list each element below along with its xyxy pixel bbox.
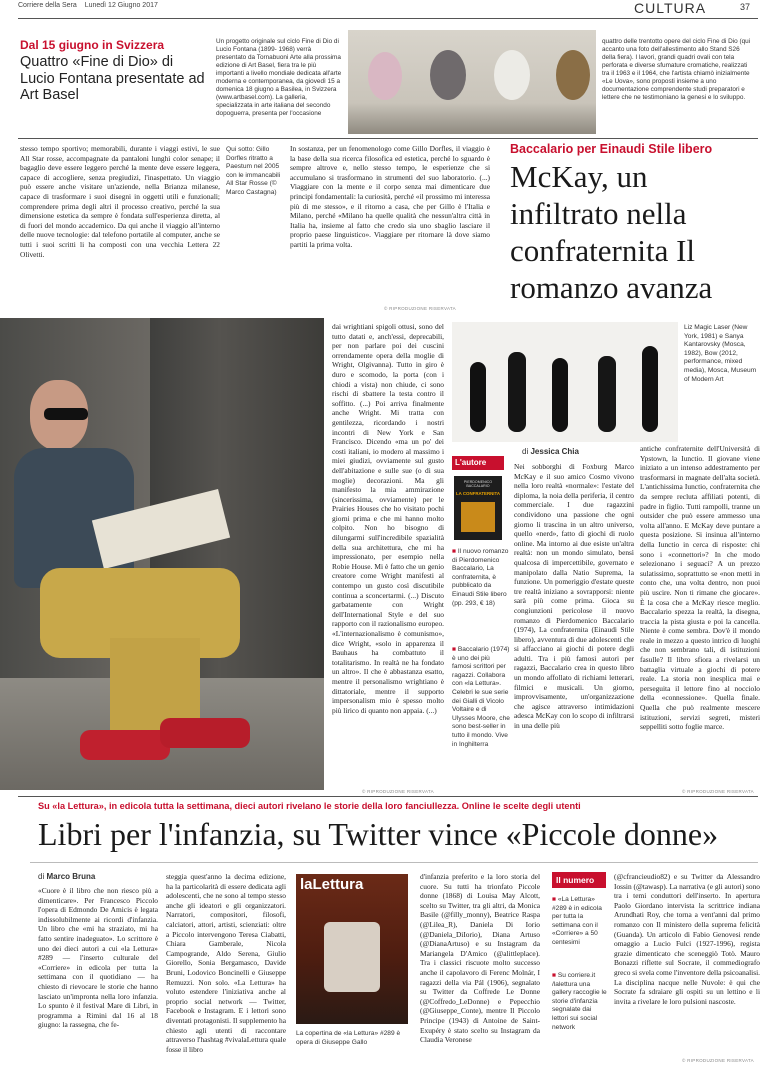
magazine-caption: La copertina de «la Lettura» #289 è opera di Giuseppe Gallo [296,1030,401,1046]
magazine-art [324,922,380,992]
performer-4 [598,356,616,432]
sunglasses [44,408,88,420]
lettura-text-1: «Cuore è il libro che non riesco più a dimenticare». Per Francesco Piccolo l'opera di Edmondo De Amicis è legata indissolubilmente ai ricordi d'infanzia. Un libro che «mi ha straziato, mi ha fatto sentire inadeguato». Lo scrittore è uno dei dieci autori a cui «la Lettura» #289 — l'inserto culturale del «Corriere» in edicola per tutta la settimana con il quotidiano — ha chiesto di rievocare le storie che hanno lasciato un'impronta nella loro infanzia. Lo spunto è il festival Mare di Libri, in programma a Rimini dal 16 al 18 giugno: la rassegna, che fe- [38,886,158,1030]
magazine-cover [296,874,408,1024]
lettura-byline [38,872,95,881]
feature-copyright-2: © RIPRODUZIONE RISERVATA [362,789,434,794]
lettura-text-4: (@cfrancieudio82) e su Twitter da Alessandro Iossin (@tawasp). La narrativa (e gli autori) sono tra i temi conduttori dell'inserto. In apertura Paolo Giordano intervista la scrittrice indiana Arundhati Roy, che torna a vent'anni dal primo romanzo con Il ministero della suprema felicità (Guanda). Un articolo di Fabio Genovesi rende omaggio a Lucio Fulci (1927-1996), regista grazie dimenticato che sceneggiò Totò. Mauro Bonazzi riflette sul Socrate, il commediografo greco si svela come l'inventore della psicoanalisi. La disciplina nacque nelle Nuvole: è qui che Socrate fa sdraiare gli ospiti su un lettino e li invita a rivelare le loro pulsioni nascoste. [614,872,760,1006]
performer-1 [470,362,486,432]
lettura-text-3: d'infanzia preferito e la loro storia del cuore. Su tutti ha trionfato Piccole donne (1868) di Louisa May Alcott, scelto su Twitter, tra gli altri, da Monica Basile (@filly_monny), Beatrice Raspa (@Lilea_R), Daniela Di Iorio (@Daniela_DiIorio), Diana Artuso (@DianaArtuso) e su Instagram da Mariangela D'Amico (@alittleplace). Tra i classici riscuote molto successo anche il capolavoro di Ferenc Molnár, I ragazzi della via Pál (1906), segnalato su Twitter da Coffrede Le Donne (@Coffredo_LeDonne) e Pepecchio (@Giuseppe_Conte), mentre Il Piccolo Principe (1943) di Antoine de Saint-Exupéry è stato scelto su Instagram da Claudia Veronese [420,872,540,1045]
section-label: CULTURA [634,0,707,16]
page-number: 37 [740,2,751,12]
performer-3 [552,358,568,432]
lettura-author: Marco Bruna [46,872,96,881]
mckay-kicker: Baccalario per Einaudi Stile libero [510,142,713,156]
mckay-text-1: Nei sobborghi di Foxburg Marco McKay e il suo amico Cosmo vivono nella loro realtà «normale»: l'estate del diploma, la noia della periferia, il centro commerciale. I due ragazzini condividono una passione che ogni giorno li trascina in un altro universo, quello «nerd», fatto di giochi di ruolo online. Ma intorno ai due esiste un'altra realtà: non un mondo simulato, bensì qualcosa di impercettibile, governato e manipolato dalla Natio Suprema, la funzione. Un pomeriggio d'estate queste tre realtà iniziano a sovrapporsi: niente sarà più come prima. Gioca su congiunzioni pericolose il nuovo romanzo di Pierdomenico Baccalario (1974), La confraternita (Einaudi Stile libero), avventura di due adolescenti che si affacciano ai giochi di potere degli adulti. Tra i più famosi autori per ragazzi, Baccalario crea in questo libro un mondo affollato di richiami letterari, filmici e musicali. Un giorno, improvvisamente, un'organizzazione che agisce attraverso intimidazioni adesca McKay con lo scopo di infiltrarsi in una delle più [514,462,634,731]
red-sneaker-2 [160,718,250,748]
magazine-logo: laLettura [300,876,364,893]
book-note: ■ Il nuovo romanzo di Pierdomenico Baccalario, La confraternita, è pubblicato da Einaudi Stile libero (pp. 293, € 18) [452,548,509,607]
oval-painting-1 [368,52,402,100]
header-date: Lunedì 12 Giugno 2017 [84,2,158,9]
fontana-kicker: Dal 15 giugno in Svizzera [20,38,165,52]
fontana-rule [18,138,758,139]
mckay-copyright: © RIPRODUZIONE RISERVATA [682,789,754,794]
fontana-text-2: quattro delle trentotto opere del ciclo Fine di Dio (qui accanto una foto dell'allestimento allo Stand S26 della fiera). I lavori, grandi quadri ovali con tela perforata e diverse sfumature cromatiche, realizzati tra il 1963 e il 1964, che l'artista chiamò inizialmente «Le Uova», sono proposti insieme a uno documentazione comprendente studi preparatori e lettere che ne testimoniano la genesi e lo sviluppo. [602,38,751,101]
numero-note-2: ■ Su corriere.it /lalettura una gallery raccoglie le storie d'infanzia segnalate dai lettori sui social network [552,972,607,1031]
mckay-author: Jessica Chia [530,447,579,456]
lettura-headline-rule [30,862,758,863]
fontana-text-1: Un progetto originale sul ciclo Fine di Dio di Lucio Fontana (1899- 1968) verrà presentato da Tornabuoni Arte alla prossima edizione di Art Basel, fiera tra le più importanti a livello mondiale dedicata all'arte moderna e contemporanea, da giovedì 15 a domenica 18 giugno a Basilea, in Svizzera (www.artbasel.com). La galleria, specializzata in arte italiana del secondo dopoguerra, presenta per l'occasione [216,38,342,117]
author-note: ■ Baccalario (1974) è uno dei più famosi scrittori per ragazzi. Collabora con «la Lettura». Celebri le sue serie dei Gialli di Vicolo Voltaire e di Ulysses Moore, che sono best-seller in tutto il mondo. Vive in Inghilterra [452,646,510,748]
artwork-photo [452,322,678,442]
book-cover [454,476,502,540]
performer-2 [508,352,526,432]
lettura-copyright: © RIPRODUZIONE RISERVATA [682,1058,754,1063]
numero-box-label: Il numero [552,872,606,888]
lettura-headline: Libri per l'infanzia, su Twitter vince «Piccole donne» [38,816,719,852]
numero-note-1: ■ «La Lettura» #289 è in edicola per tutta la settimana con il «Corriere» a 50 centesimi [552,896,602,946]
header-rule [18,18,758,19]
lettura-byline-prefix: di [38,872,45,881]
red-sneaker-1 [80,730,170,760]
fontana-headline: Quattro «Fine di Dio» di Lucio Fontana presentate ad Art Basel [20,54,205,103]
feature-copyright: © RIPRODUZIONE RISERVATA [384,306,456,311]
portrait-photo [0,318,324,790]
feature-caption: Qui sotto: Gillo Dorfles ritratto a Paestum nel 2005 con le immancabili All Star Rosse (© Marco Castagna) [226,146,281,196]
lettura-rule [18,796,758,797]
book-cover-art [461,502,495,532]
oval-painting-4 [556,50,590,100]
book-cover-title: LA CONFRATERNITA [455,491,501,496]
mckay-text-2: antiche confraternite dell'Università di Ypstown, la Iunctio. Il giovane viene iniziato a un intenso addestramento per trasformarsi in magnate dell'alta società. L'antichissima Iunctio, confraternita che da sempre recluta affiliati potenti, di padre in figlio. Tutti rampolli, tranne un outsider che può essere ammesso una volta all'anno. E McKay deve puntare a questa posizione. Si insinua all'interno della Iunctio in cerca di risposte: chi sono i «connettori»? In che modo selezionano i seguaci? A un prezzo sulatissimo, soprattutto se «non metti in conto che, una volta dentro, non puoi più uscire. Non ti rimane che giocare». È la cosa che a McKay riesce meglio. Baccalario spezza la realtà, la disegna, traccia la pista giusta e poi la cancella. Niente è come sembra. Dov'è il mondo reale in mezzo a questo intrico di luoghi che non sembrano tali, di istituzioni fasulle? Il libro sfiora a rivelarsi un battaglia virtuale a giochi di potere reale. La storia non inesplica mai e perseguita il lettore fino al nocciolo della «connessione». Quella finale. Quella che può realmente mescere istituzioni, servizi segreti, misteri seppelliti sotto foglie marce. [640,444,760,732]
feature-text-1: stesso tempo sportivo; memorabili, durante i viaggi estivi, le sue All Star rosse, accompagnate da pantaloni lunghi color senape; il bagaglio deve essere leggero perché la mente deve essere leggera, capace di accogliere, senza pregiudizi, l'inaspettato. Un viaggio può essere anche visitare un'aziende, nella Brianza milanese, capace di trasformare i suoi disegni in oggetti utili e funzionali; comprendere prima degli altri il processo creativo, perché la sua dimensione estetica da sempre è fondata sull'esperienza diretta, al di fuori del mondo accademico. Da qui anche il viaggio all'interno delle nuove tecnologie: dal telefono portatile al computer, anche se tutti i suoi scritti li ha composti con una vecchia Lettera 22 Olivetti. [20,144,220,259]
mckay-headline: McKay, un infiltrato nella confraternita Il romanzo avanza [510,159,713,305]
mckay-byline-prefix: di [522,447,529,456]
feature-text-3: dai wrightiani spigoli ottusi, sono del tutto datati e, anch'essi, deprecabili, per non parlare poi dei cuscini orrendamente opera della moglie di Wright, Olgivanna). Tutto in giro è duro e scomodo, la porta (con i chiodi a vista) non chiude, ci sono rischi di sbattere la testa contro il soffitto. (...) Poi arriva finalmente anche Wright. Mi tratta con gentilezza, ricordando i nostri incontri di New York e San Francisco. Dicendo «ma un po' dei costi italiani, io modero al massimo i miei giudizi, ovviamente sul gusto dell'abitazione e sulle sue (o di sua moglie) decorazioni. Ma gli manifesto la mia ammirazione (sincerissima, ovviamente) per le Prairies Houses che ho visitato pochi giorni prima e che mi hanno molto colpito. Non ho bisogno di dilungarmi sull'incredibile spazialità della sua architettura, che mi ha impressionato, per esempio nella Robie House. Mi è fatto che un genio creatore come Wright manifesti al contempo un gusto così discutibile continua a sconcertarmi. (...) Discuto garbatamente con Wright dell'International Style e del suo rapporto con il razionalismo europeo. «L'internazionalismo è comunismo», dice Wright, «solo in apparenza il Bauhaus ha combattuto il totalitarismo. In realtà ne ha fondato un altro». Il che è abbastanza esatto, mentre il personalismo wrightiano è dittatoriale, mentre il supporto impersonalism mio è spesso molto più lirico di quanto non appaia. (...) [332,322,444,715]
fontana-photo [348,30,596,134]
mckay-byline [522,447,579,456]
oval-painting-3 [494,50,530,100]
performer-5 [642,346,658,432]
oval-painting-2 [430,50,466,100]
book-cover-author: PIERDOMENICO BACCALARIO [463,480,493,488]
lettura-text-2: steggia quest'anno la decima edizione, ha la particolarità di essere dedicata agli adolescenti, che ne sono al tempo stesso anche gli ideatori e gli organizzatori. Narratori, compositori, filosofi, calciatori, attori, artisti, scienziati: oltre a Piccolo intervengono Teresa Ciabatti, Chiara Gamberale, Nicola Campogrande, Aldo Serena, Giulio Giorello, Sonia Bergamasco, Davide Bruni, Lodovico Boncinelli e Giuseppe Remuzzi. Non solo. «La Lettura» ha voluto estendere l'iniziativa anche al proprio social network — Twitter, Facebook e Instagram. E i lettori sono diventati protagonisti. Il supplemento ha chiesto agli utenti di raccontare attraverso l'hashtag #vivalaLettura quale fosse il libro [166,872,286,1054]
lettura-kicker: Su «la Lettura», in edicola tutta la settimana, dieci autori rivelano le storie della loro fanciullezza. Online le scelte degli utenti [38,801,581,811]
artwork-caption: Liz Magic Laser (New York, 1981) e Sanya Kantarovsky (Mosca, 1982), Bow (2012, performance, mixed media), Mosca, Museum of Modern Art [684,324,757,383]
feature-text-2: In sostanza, per un fenomenologo come Gillo Dorfles, il viaggio è la base della sua ricerca filosofica ed estetica, perché lo sguardo è sempre altrove e, nello stesso tempo, le esperienze che si accumulano si trasformano in strumenti del suo laboratorio. (...) Viaggiare con la mente e il corpo senza mai dimenticare due principi fondamentali: la curiosità, perché «il prossimo mi interessa più di me stesso», e il ritorno a casa, che per Gillo è l'Italia e Milano, perché «Milano ha quelle qualità che nessun'altra città in Italia ha, insieme al fatto che credo sia uno sbaglio lasciare il proprio paese linguistico». Viaggiare per ritornare là dove siamo partiti la prima volta. [290,144,490,249]
masthead: Corriere della Sera [18,2,77,9]
author-box-label: L'autore [452,456,504,470]
